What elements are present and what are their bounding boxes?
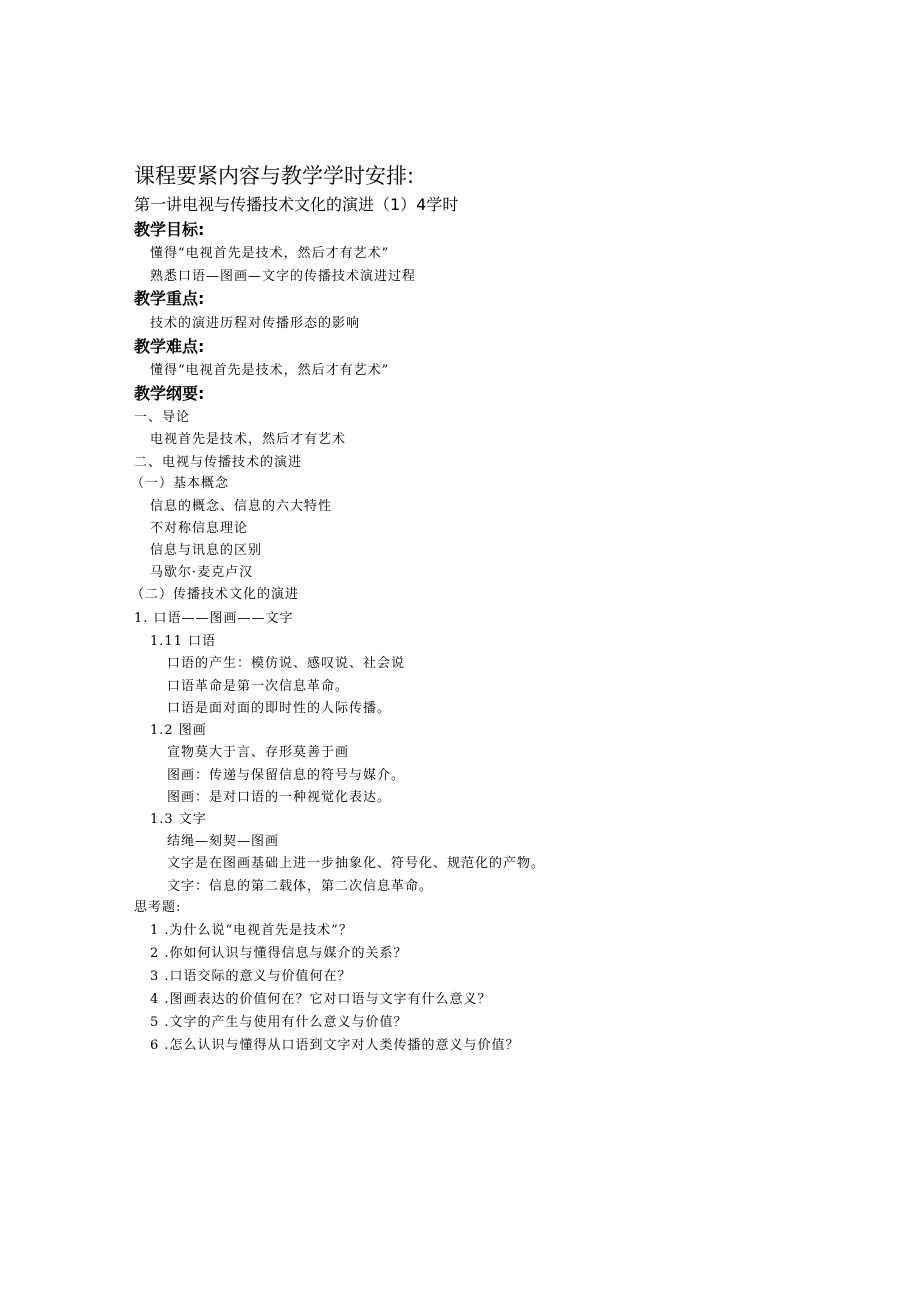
outline-line: 信息与讯息的区别 <box>150 543 263 558</box>
question-item: 5 .文字的产生与使用有什么意义与价值？ <box>150 1015 408 1030</box>
outline-line: 1. 口语——图画——文字 <box>134 611 294 626</box>
outline-line: 信息的概念、信息的六大特性 <box>150 499 333 514</box>
outline-line: 不对称信息理论 <box>150 521 249 536</box>
difficulty-heading: 教学难点: <box>134 337 205 356</box>
goal-item: 熟悉口语—图画—文字的传播技术演进过程 <box>150 269 417 284</box>
outline-line: 文字：信息的第二载体，第二次信息革命。 <box>167 879 434 894</box>
outline-line: 口语的产生：模仿说、感叹说、社会说 <box>167 656 406 671</box>
outline-line: 1.2 图画 <box>150 723 207 738</box>
outline-line: 图画：传递与保留信息的符号与媒介。 <box>167 768 406 783</box>
goal-item: 懂得“电视首先是技术，然后才有艺术” <box>150 246 390 261</box>
outline-line: 1.3 文字 <box>150 812 207 827</box>
outline-line: 口语是面对面的即时性的人际传播。 <box>167 701 392 716</box>
goals-heading: 教学目标: <box>134 220 205 239</box>
outline-line: 一、导论 <box>134 410 191 425</box>
difficulty-item: 懂得“电视首先是技术，然后才有艺术” <box>150 363 390 378</box>
outline-line: 1.11 口语 <box>150 634 217 649</box>
outline-line: 结绳—刻契—图画 <box>167 834 280 849</box>
outline-line: 文字是在图画基础上进一步抽象化、符号化、规范化的产物。 <box>167 856 546 871</box>
page-title: 课程要紧内容与教学学时安排: <box>134 164 415 188</box>
outline-line: 马歇尔·麦克卢汉 <box>150 565 254 580</box>
questions-heading: 思考题: <box>134 900 182 915</box>
question-item: 2 .你如何认识与懂得信息与媒介的关系？ <box>150 946 408 961</box>
outline-line: 图画：是对口语的一种视觉化表达。 <box>167 790 392 805</box>
outline-line: （一）基本概念 <box>131 476 230 491</box>
question-item: 1 .为什么说“电视首先是技术”？ <box>150 923 353 938</box>
outline-line: 电视首先是技术，然后才有艺术 <box>150 432 347 447</box>
focus-item: 技术的演进历程对传播形态的影响 <box>150 316 361 331</box>
question-item: 4 .图画表达的价值何在？它对口语与文字有什么意义？ <box>150 992 492 1007</box>
outline-heading: 教学纲要: <box>134 384 205 403</box>
outline-line: 口语革命是第一次信息革命。 <box>167 679 350 694</box>
outline-line: 二、电视与传播技术的演进 <box>134 455 303 470</box>
question-item: 6 .怎么认识与懂得从口语到文字对人类传播的意义与价值？ <box>150 1038 520 1053</box>
question-item: 3 .口语交际的意义与价值何在？ <box>150 969 352 984</box>
focus-heading: 教学重点: <box>134 289 205 308</box>
lecture-title: 第一讲电视与传播技术文化的演进（1）4学时 <box>134 195 459 214</box>
outline-line: 宣物莫大于言、存形莫善于画 <box>167 745 350 760</box>
outline-line: （二）传播技术文化的演进 <box>131 587 300 602</box>
